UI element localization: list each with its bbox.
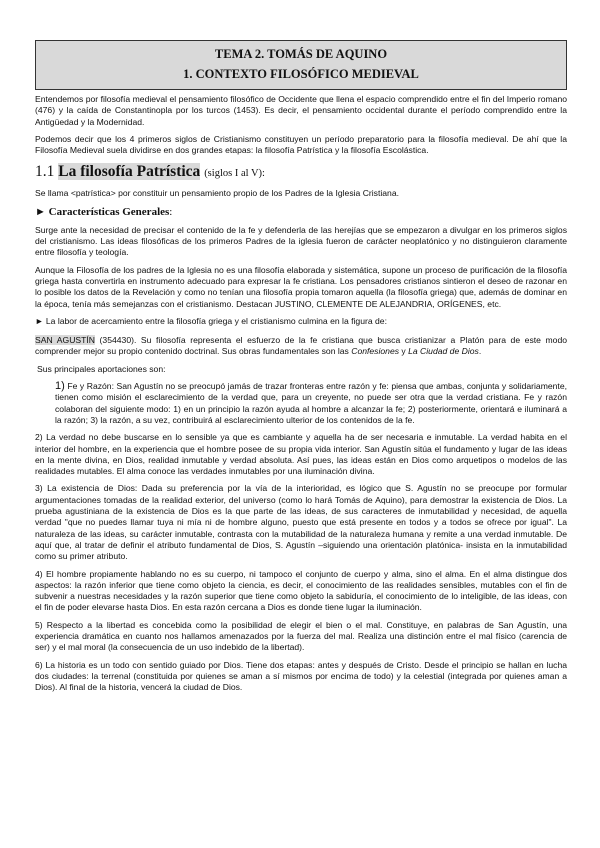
title-box <box>35 40 567 90</box>
list-item <box>35 381 567 426</box>
item-number: 5) <box>35 619 43 630</box>
item-number: 6) <box>35 659 43 670</box>
section-definition: Se llama <patrística> por constituir un pensamiento propio de los Padres de la Iglesia Cristiana. <box>35 188 400 199</box>
characteristics-paragraph-2: Aunque la Filosofía de los padres de la Iglesia no es una filosofía elaborada y sistemática, supone un proceso de purificación de la filosofía griega hasta convertirla en instrumento adecuado para expresar la fe cristiana. Los pensadores cristianos sintieron el deseo de razonar en lo posible los datos de la Revelación y como no tenían una filosofía propia tomaron aquella (la filosofía griega) que, además de dominar en la época, tenía más semejanzas con el cristianismo. Destacan JUSTINO, CLEMENTE DE ALEJANDRIA, ORÍGENES, etc. <box>35 264 567 309</box>
augustine-and: y <box>399 346 409 357</box>
characteristics-paragraph-1: Surge ante la necesidad de precisar el contenido de la fe y defenderla de las herejías que se empezaron a divulgar en los primeros siglos del cristianismo. Las ideas filosóficas de los primeros Padres de la iglesia fueron de carácter neoplatónico y no distinguieron claramente entre filosofía y teología. <box>35 224 567 258</box>
section-number: 1.1 <box>35 163 55 181</box>
list-item <box>35 569 567 614</box>
characteristics-colon: : <box>169 205 173 218</box>
list-item <box>35 483 567 562</box>
work-confessions: Confesiones <box>351 346 400 357</box>
item-text: Respecto a la libertad es concebida como la posibilidad de elegir el bien o el mal. Constituye, en palabras de San Agustín, una experiencia dramática en cuanto nos hallamos amenazados por la fuerza del mal. Realiza una distinción entre el mal físico (carencia de ser) y el mal moral (la consecuencia de un uso indebido de la libertad). <box>35 619 567 653</box>
item-text: El hombre propiamente hablando no es su cuerpo, ni tampoco el conjunto de cuerpo y alma, sino el alma. En el alma distingue dos aspectos: la razón inferior que tiene como objeto la ciencia, es decir, el conocimiento de las realidades sensibles, mutables con el fin de subvenir a nuestras necesidades y la razón superior que tiene como objeto la sabiduría, el conocimiento de lo inteligible, de las ideas, con el fin de poder elevarse hasta Dios. En esta razón cercana a Dios es donde tiene lugar la iluminación. <box>35 568 567 613</box>
augustine-intro: (354430). Su filosofía representa el esfuerzo de la fe cristiana que busca cristianizar a Platón para de este modo comprender mejor su propio contenido doctrinal. Sus obras fundamentales son las <box>35 335 568 357</box>
intro-paragraph-1: Entendemos por filosofía medieval el pensamiento filosófico de Occidente que llena el espacio comprendido entre el fin del Imperio romano (476) y la caída de Constantinopla por los turcos (1453). Es decir, el pensamiento occidental durante el período comprendido entre la Antigüedad y la Modernidad. <box>35 94 567 127</box>
augustine-end: . <box>478 346 482 357</box>
characteristics-title: ► Características Generales <box>35 205 170 218</box>
item-number: 1) <box>55 380 65 393</box>
contributions-list <box>35 381 567 693</box>
section-title: La filosofía Patrística <box>58 163 201 181</box>
item-text: La verdad no debe buscarse en lo sensible ya que es cambiante y aquella ha de ser necesaria e inmutable. La verdad habita en el interior del hombre, en la experiencia que el hombre posee de su propia vida interior. San Agustín sitúa el fundamento y lugar de las ideas en la mente divina, en Dios, realidad inmutable y verdad absoluta. Así pues, las ideas están en Dios como arquetipos o modelos de las realidades mutables. El alma conoce las verdades inmutables por una iluminación divina. <box>35 432 567 477</box>
item-text: Fe y Razón: San Agustín no se preocupó jamás de trazar fronteras entre razón y fe: piensa que ambas, conjunta y solidariamente, tienen como misión el esclarecimiento de la verdad que, para un creyente, no puede ser otra que la verdad cristiana. Fe y razón colaboran del siguiente modo: 1) en un principio la razón ayuda al hombre a alcanzar la fe; 2) posteriormente, orientará e iluminará a la razón; 3) la razón, a su vez, contribuirá al esclarecimiento ulterior de los contenidos de la fe. <box>55 381 567 425</box>
characteristics-paragraph-3: ► La labor de acercamiento entre la filosofía griega y el cristianismo culmina en la figura de: <box>35 315 387 326</box>
title-line-2: 1. CONTEXTO FILOSÓFICO MEDIEVAL <box>183 67 419 81</box>
title-line-1: TEMA 2. TOMÁS DE AQUINO <box>214 47 388 61</box>
item-number: 3) <box>35 483 43 494</box>
item-text: La historia es un todo con sentido guiado por Dios. Tiene dos etapas: antes y después de Cristo. Desde el principio se hallan en lucha dos ciudades: la terrenal (constituida por quienes se aman a sí mismos por encima de todo) y la celestial (integrada por quienes aman a Dios). Al final de la historia, vencerá la ciudad de Dios. <box>35 659 567 693</box>
list-item <box>35 620 567 654</box>
contributions-label: Sus principales aportaciones son: <box>37 363 166 374</box>
characteristics-heading <box>35 206 567 219</box>
document-page <box>35 40 567 693</box>
item-text: La existencia de Dios: Dada su preferencia por la vía de la interioridad, es lógico que S. Agustín no se preocupe por formular argumentaciones tomadas de la realidad exterior, del universo (como lo hará Tomás de Aquino), para demostrar la existencia de Dios. La prueba agustiniana de la existencia de Dios es la que parte de las ideas, de sus caracteres de inmutabilidad y necesidad, de aquella verdad "que no puedes llamar tuya ni mía ni de hombre alguno, puesto que está presente en todos y a todos se ofrece por igual". La naturaleza de las ideas, su carácter inmutable, contrasta con la mutabilidad de la naturaleza humana y remite a una verdad inmutable. De aquí que, al tratar de definir el atributo fundamental de Dios, S. Agustín –siguiendo una orientación platónica- insista en la inmutabilidad como su primer atributo. <box>35 483 567 562</box>
item-number: 4) <box>35 568 43 579</box>
work-city-of-god: La Ciudad de Dios <box>408 346 479 357</box>
list-item <box>35 660 567 694</box>
item-number: 2) <box>35 432 43 443</box>
list-item <box>35 432 567 477</box>
intro-paragraph-2: Podemos decir que los 4 primeros siglos de Cristianismo constituyen un período preparatorio para la filosofía medieval. De ahí que la Filosofía Medieval suela dividirse en dos grandes etapas: la filosofía Patrística y la filosofía Escolástica. <box>35 133 567 156</box>
section-subtitle: (siglos I al V): <box>204 168 265 180</box>
augustine-paragraph <box>35 335 567 358</box>
augustine-name: SAN AGUSTÍN <box>35 335 95 346</box>
section-heading <box>35 162 567 184</box>
